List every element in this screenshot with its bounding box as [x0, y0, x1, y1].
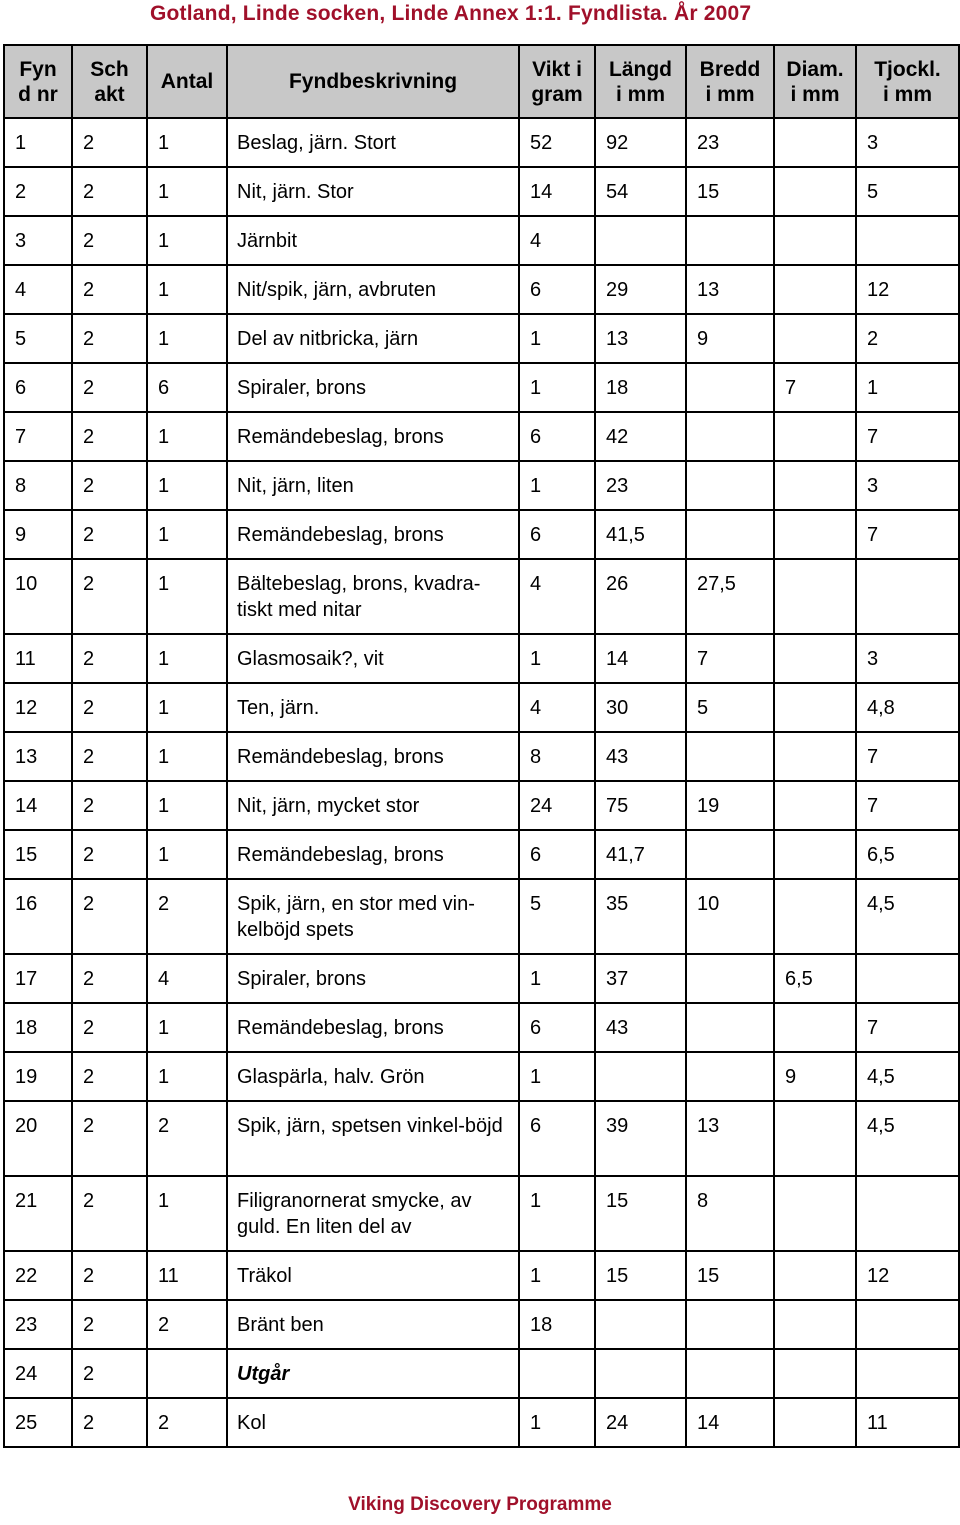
col-tjockl-cell: 7: [856, 1003, 959, 1052]
col-fynd-nr-cell: 23: [4, 1300, 72, 1349]
col-vikt-cell: 1: [519, 1398, 595, 1447]
col-tjockl-cell: [856, 1300, 959, 1349]
col-schakt-cell: 2: [72, 1101, 147, 1176]
col-diam-cell: [774, 118, 856, 167]
col-diam-cell: [774, 1176, 856, 1251]
col-vikt-cell: 14: [519, 167, 595, 216]
table-row: [4, 167, 959, 216]
header-label: Tjockl.: [874, 57, 941, 81]
col-tjockl-cell: [856, 216, 959, 265]
header-label: Diam.: [786, 57, 844, 81]
col-schakt-header: [72, 45, 147, 118]
col-bredd-cell: [686, 412, 774, 461]
col-diam-cell: [774, 1003, 856, 1052]
col-vikt-cell: 4: [519, 216, 595, 265]
col-diam-cell: 6,5: [774, 954, 856, 1003]
col-fyndbeskrivning-cell: Remändebeslag, brons: [227, 732, 519, 781]
table-row: [4, 1300, 959, 1349]
col-antal-cell: 2: [147, 879, 227, 954]
table-row: [4, 781, 959, 830]
col-schakt-cell: 2: [72, 216, 147, 265]
col-fynd-nr-cell: 10: [4, 559, 72, 634]
col-fyndbeskrivning-cell: Ten, järn.: [227, 683, 519, 732]
col-tjockl-cell: 6,5: [856, 830, 959, 879]
col-bredd-cell: 14: [686, 1398, 774, 1447]
col-tjockl-cell: 12: [856, 1251, 959, 1300]
col-langd-cell: 54: [595, 167, 686, 216]
col-fynd-nr-cell: 19: [4, 1052, 72, 1101]
table-row: [4, 879, 959, 954]
col-fyndbeskrivning-cell: Nit, järn, mycket stor: [227, 781, 519, 830]
table-row: [4, 1003, 959, 1052]
table-row: [4, 954, 959, 1003]
col-antal-cell: 4: [147, 954, 227, 1003]
col-vikt-cell: 8: [519, 732, 595, 781]
col-diam-cell: 7: [774, 363, 856, 412]
table-row: [4, 216, 959, 265]
col-tjockl-cell: 3: [856, 634, 959, 683]
col-schakt-cell: 2: [72, 1003, 147, 1052]
col-fyndbeskrivning-cell: Järnbit: [227, 216, 519, 265]
col-tjockl-cell: [856, 954, 959, 1003]
col-vikt-cell: 1: [519, 461, 595, 510]
col-schakt-cell: 2: [72, 1251, 147, 1300]
col-langd-cell: 13: [595, 314, 686, 363]
col-vikt-cell: 1: [519, 1251, 595, 1300]
col-bredd-cell: 7: [686, 634, 774, 683]
col-antal-cell: 1: [147, 634, 227, 683]
table-row: [4, 683, 959, 732]
col-diam-cell: [774, 314, 856, 363]
col-langd-cell: 37: [595, 954, 686, 1003]
col-bredd-cell: [686, 1300, 774, 1349]
col-antal-cell: 2: [147, 1398, 227, 1447]
col-fynd-nr-cell: 11: [4, 634, 72, 683]
table-row: [4, 1251, 959, 1300]
col-bredd-cell: 13: [686, 1101, 774, 1176]
table-row: [4, 634, 959, 683]
col-fynd-nr-cell: 8: [4, 461, 72, 510]
col-vikt-cell: 1: [519, 1176, 595, 1251]
col-bredd-cell: 5: [686, 683, 774, 732]
table-row: [4, 314, 959, 363]
col-antal-cell: 1: [147, 830, 227, 879]
header-label: i mm: [790, 82, 840, 106]
col-schakt-cell: 2: [72, 732, 147, 781]
header-label: Bredd: [699, 57, 761, 81]
col-bredd-cell: [686, 510, 774, 559]
col-langd-cell: 43: [595, 1003, 686, 1052]
col-vikt-cell: 6: [519, 1003, 595, 1052]
col-tjockl-cell: 11: [856, 1398, 959, 1447]
col-schakt-cell: 2: [72, 412, 147, 461]
col-bredd-cell: [686, 732, 774, 781]
table-row: [4, 510, 959, 559]
col-langd-cell: [595, 216, 686, 265]
col-fynd-nr-cell: 13: [4, 732, 72, 781]
col-fynd-nr-cell: 20: [4, 1101, 72, 1176]
col-langd-cell: 29: [595, 265, 686, 314]
col-antal-cell: 1: [147, 1176, 227, 1251]
table-body: [4, 118, 959, 1447]
footer-text: Viking Discovery Programme: [348, 1494, 612, 1515]
col-bredd-cell: 15: [686, 1251, 774, 1300]
col-fyndbeskrivning-cell: Remändebeslag, brons: [227, 412, 519, 461]
col-fynd-nr-cell: 3: [4, 216, 72, 265]
col-diam-cell: [774, 1101, 856, 1176]
col-schakt-cell: 2: [72, 1052, 147, 1101]
col-tjockl-cell: 5: [856, 167, 959, 216]
col-antal-cell: 1: [147, 216, 227, 265]
col-tjockl-cell: 7: [856, 412, 959, 461]
col-diam-cell: [774, 1398, 856, 1447]
col-vikt-cell: 1: [519, 314, 595, 363]
col-antal-cell: 6: [147, 363, 227, 412]
col-antal-cell: 1: [147, 461, 227, 510]
col-tjockl-header: [856, 45, 959, 118]
col-schakt-cell: 2: [72, 265, 147, 314]
col-vikt-cell: 6: [519, 265, 595, 314]
col-vikt-cell: 1: [519, 363, 595, 412]
col-diam-cell: [774, 732, 856, 781]
col-bredd-cell: 15: [686, 167, 774, 216]
col-fynd-nr-cell: 15: [4, 830, 72, 879]
col-schakt-cell: 2: [72, 510, 147, 559]
col-fynd-nr-cell: 2: [4, 167, 72, 216]
col-fyndbeskrivning-cell: Beslag, järn. Stort: [227, 118, 519, 167]
col-tjockl-cell: 4,5: [856, 1052, 959, 1101]
col-bredd-cell: [686, 1052, 774, 1101]
col-antal-cell: 1: [147, 265, 227, 314]
col-fynd-nr-cell: 16: [4, 879, 72, 954]
col-diam-cell: [774, 216, 856, 265]
col-fyndbeskrivning-cell: Remändebeslag, brons: [227, 830, 519, 879]
col-bredd-cell: 27,5: [686, 559, 774, 634]
table-header-row: [4, 45, 959, 118]
col-bredd-cell: [686, 216, 774, 265]
col-vikt-cell: 52: [519, 118, 595, 167]
col-antal-cell: 1: [147, 559, 227, 634]
col-antal-cell: [147, 1349, 227, 1398]
col-langd-cell: [595, 1052, 686, 1101]
col-antal-cell: 1: [147, 781, 227, 830]
col-antal-cell: 11: [147, 1251, 227, 1300]
col-tjockl-cell: [856, 1349, 959, 1398]
header-label: gram: [531, 82, 583, 106]
col-vikt-cell: 24: [519, 781, 595, 830]
col-fyndbeskrivning-cell: Del av nitbricka, järn: [227, 314, 519, 363]
header-label: Fyn: [19, 57, 57, 81]
col-vikt-cell: 1: [519, 1052, 595, 1101]
col-vikt-header: [519, 45, 595, 118]
col-antal-cell: 1: [147, 412, 227, 461]
table-row: [4, 1349, 959, 1398]
col-langd-cell: [595, 1349, 686, 1398]
col-antal-cell: 1: [147, 510, 227, 559]
col-bredd-cell: 13: [686, 265, 774, 314]
col-tjockl-cell: 7: [856, 732, 959, 781]
col-vikt-cell: 4: [519, 559, 595, 634]
table-row: [4, 461, 959, 510]
col-diam-cell: [774, 559, 856, 634]
col-fyndbeskrivning-cell: Spiraler, brons: [227, 954, 519, 1003]
col-fyndbeskrivning-cell: Remändebeslag, brons: [227, 510, 519, 559]
col-schakt-cell: 2: [72, 634, 147, 683]
col-langd-cell: 43: [595, 732, 686, 781]
col-fyndbeskrivning-cell: Spiraler, brons: [227, 363, 519, 412]
col-langd-cell: 14: [595, 634, 686, 683]
col-fyndbeskrivning-cell: Spik, järn, spetsen vinkel-böjd: [227, 1101, 519, 1176]
col-diam-header: [774, 45, 856, 118]
col-fyndbeskrivning-cell: Nit/spik, järn, avbruten: [227, 265, 519, 314]
col-antal-cell: 1: [147, 1052, 227, 1101]
col-fynd-nr-cell: 7: [4, 412, 72, 461]
col-tjockl-cell: 4,8: [856, 683, 959, 732]
table-row: [4, 732, 959, 781]
col-vikt-cell: 6: [519, 1101, 595, 1176]
col-schakt-cell: 2: [72, 830, 147, 879]
col-langd-cell: 24: [595, 1398, 686, 1447]
col-fynd-nr-cell: 25: [4, 1398, 72, 1447]
col-tjockl-cell: 4,5: [856, 1101, 959, 1176]
col-bredd-cell: [686, 363, 774, 412]
col-schakt-cell: 2: [72, 314, 147, 363]
col-antal-cell: 1: [147, 1003, 227, 1052]
col-diam-cell: [774, 1300, 856, 1349]
col-antal-cell: 1: [147, 118, 227, 167]
header-label: Fyndbeskrivning: [288, 70, 458, 93]
col-bredd-cell: [686, 1003, 774, 1052]
col-antal-header: [147, 45, 227, 118]
page-title: Gotland, Linde socken, Linde Annex 1:1. Fyndlista. År 2007: [150, 2, 752, 25]
col-langd-cell: 41,7: [595, 830, 686, 879]
col-bredd-cell: 19: [686, 781, 774, 830]
find-list-table: [3, 44, 960, 1448]
col-bredd-header: [686, 45, 774, 118]
col-langd-cell: 26: [595, 559, 686, 634]
table-row: [4, 1052, 959, 1101]
col-vikt-cell: 5: [519, 879, 595, 954]
col-antal-cell: 1: [147, 683, 227, 732]
col-schakt-cell: 2: [72, 167, 147, 216]
col-bredd-cell: 10: [686, 879, 774, 954]
col-fynd-nr-cell: 17: [4, 954, 72, 1003]
col-tjockl-cell: 7: [856, 781, 959, 830]
col-fynd-nr-cell: 5: [4, 314, 72, 363]
col-fynd-nr-cell: 22: [4, 1251, 72, 1300]
col-fynd-nr-header: [4, 45, 72, 118]
col-diam-cell: [774, 634, 856, 683]
col-langd-header: [595, 45, 686, 118]
col-langd-cell: 23: [595, 461, 686, 510]
col-schakt-cell: 2: [72, 461, 147, 510]
col-fyndbeskrivning-cell: Bränt ben: [227, 1300, 519, 1349]
col-fyndbeskrivning-cell: Nit, järn, liten: [227, 461, 519, 510]
col-diam-cell: [774, 510, 856, 559]
col-tjockl-cell: 3: [856, 461, 959, 510]
col-tjockl-cell: 2: [856, 314, 959, 363]
col-langd-cell: 30: [595, 683, 686, 732]
header-label: i mm: [705, 82, 755, 106]
col-antal-cell: 1: [147, 314, 227, 363]
col-diam-cell: [774, 167, 856, 216]
col-antal-cell: 2: [147, 1300, 227, 1349]
col-fyndbeskrivning-cell: Bältebeslag, brons, kvadra-tiskt med nitar: [227, 559, 519, 634]
col-vikt-cell: 6: [519, 510, 595, 559]
col-tjockl-cell: 1: [856, 363, 959, 412]
col-fynd-nr-cell: 1: [4, 118, 72, 167]
col-fyndbeskrivning-cell: Träkol: [227, 1251, 519, 1300]
col-diam-cell: [774, 412, 856, 461]
col-bredd-cell: 9: [686, 314, 774, 363]
col-fyndbeskrivning-cell: Spik, järn, en stor med vin-kelböjd spets: [227, 879, 519, 954]
col-fyndbeskrivning-cell: Glaspärla, halv. Grön: [227, 1052, 519, 1101]
col-schakt-cell: 2: [72, 1176, 147, 1251]
table-row: [4, 1101, 959, 1176]
col-langd-cell: 92: [595, 118, 686, 167]
col-schakt-cell: 2: [72, 1398, 147, 1447]
col-bredd-cell: [686, 954, 774, 1003]
col-fyndbeskrivning-header: [227, 45, 519, 118]
col-diam-cell: [774, 879, 856, 954]
col-langd-cell: 41,5: [595, 510, 686, 559]
col-fyndbeskrivning-cell: Kol: [227, 1398, 519, 1447]
col-langd-cell: 15: [595, 1251, 686, 1300]
col-fynd-nr-cell: 14: [4, 781, 72, 830]
col-vikt-cell: 1: [519, 634, 595, 683]
col-antal-cell: 1: [147, 167, 227, 216]
col-langd-cell: 75: [595, 781, 686, 830]
col-diam-cell: [774, 461, 856, 510]
col-diam-cell: [774, 830, 856, 879]
col-langd-cell: 39: [595, 1101, 686, 1176]
col-tjockl-cell: [856, 559, 959, 634]
col-fyndbeskrivning-cell: Filigranornerat smycke, av guld. En liten del av: [227, 1176, 519, 1251]
col-diam-cell: [774, 683, 856, 732]
col-fynd-nr-cell: 18: [4, 1003, 72, 1052]
col-fynd-nr-cell: 12: [4, 683, 72, 732]
col-schakt-cell: 2: [72, 1349, 147, 1398]
header-label: i mm: [882, 82, 932, 106]
col-fynd-nr-cell: 6: [4, 363, 72, 412]
col-tjockl-cell: 4,5: [856, 879, 959, 954]
col-bredd-cell: [686, 461, 774, 510]
col-schakt-cell: 2: [72, 118, 147, 167]
col-schakt-cell: 2: [72, 781, 147, 830]
col-schakt-cell: 2: [72, 683, 147, 732]
col-langd-cell: 42: [595, 412, 686, 461]
col-schakt-cell: 2: [72, 879, 147, 954]
table-row: [4, 265, 959, 314]
header-label: d nr: [18, 82, 58, 106]
col-tjockl-cell: 7: [856, 510, 959, 559]
col-fynd-nr-cell: 21: [4, 1176, 72, 1251]
col-tjockl-cell: 3: [856, 118, 959, 167]
col-antal-cell: 1: [147, 732, 227, 781]
col-fynd-nr-cell: 9: [4, 510, 72, 559]
header-label: Längd: [609, 57, 672, 81]
col-tjockl-cell: 12: [856, 265, 959, 314]
col-fyndbeskrivning-cell: Remändebeslag, brons: [227, 1003, 519, 1052]
col-diam-cell: 9: [774, 1052, 856, 1101]
col-fynd-nr-cell: 4: [4, 265, 72, 314]
col-bredd-cell: 8: [686, 1176, 774, 1251]
col-fyndbeskrivning-cell: Glasmosaik?, vit: [227, 634, 519, 683]
col-fyndbeskrivning-cell: Nit, järn. Stor: [227, 167, 519, 216]
col-vikt-cell: 4: [519, 683, 595, 732]
table-row: [4, 559, 959, 634]
col-bredd-cell: [686, 830, 774, 879]
col-langd-cell: 18: [595, 363, 686, 412]
col-schakt-cell: 2: [72, 1300, 147, 1349]
table-row: [4, 412, 959, 461]
col-vikt-cell: 18: [519, 1300, 595, 1349]
col-langd-cell: 15: [595, 1176, 686, 1251]
table-row: [4, 1176, 959, 1251]
col-schakt-cell: 2: [72, 954, 147, 1003]
table-row: [4, 830, 959, 879]
col-vikt-cell: 6: [519, 412, 595, 461]
col-diam-cell: [774, 265, 856, 314]
table-row: [4, 1398, 959, 1447]
col-vikt-cell: 1: [519, 954, 595, 1003]
col-fyndbeskrivning-cell: Utgår: [227, 1349, 519, 1398]
col-langd-cell: 35: [595, 879, 686, 954]
col-diam-cell: [774, 1349, 856, 1398]
col-fynd-nr-cell: 24: [4, 1349, 72, 1398]
col-schakt-cell: 2: [72, 363, 147, 412]
header-label: i mm: [615, 82, 665, 106]
table-row: [4, 363, 959, 412]
col-vikt-cell: [519, 1349, 595, 1398]
col-tjockl-cell: [856, 1176, 959, 1251]
header-label: Sch: [90, 57, 129, 81]
col-diam-cell: [774, 781, 856, 830]
col-vikt-cell: 6: [519, 830, 595, 879]
header-label: akt: [94, 82, 125, 106]
col-bredd-cell: 23: [686, 118, 774, 167]
header-label: Antal: [160, 70, 214, 93]
col-bredd-cell: [686, 1349, 774, 1398]
col-antal-cell: 2: [147, 1101, 227, 1176]
header-label: Vikt i: [532, 57, 582, 81]
table-row: [4, 118, 959, 167]
col-schakt-cell: 2: [72, 559, 147, 634]
col-diam-cell: [774, 1251, 856, 1300]
col-langd-cell: [595, 1300, 686, 1349]
